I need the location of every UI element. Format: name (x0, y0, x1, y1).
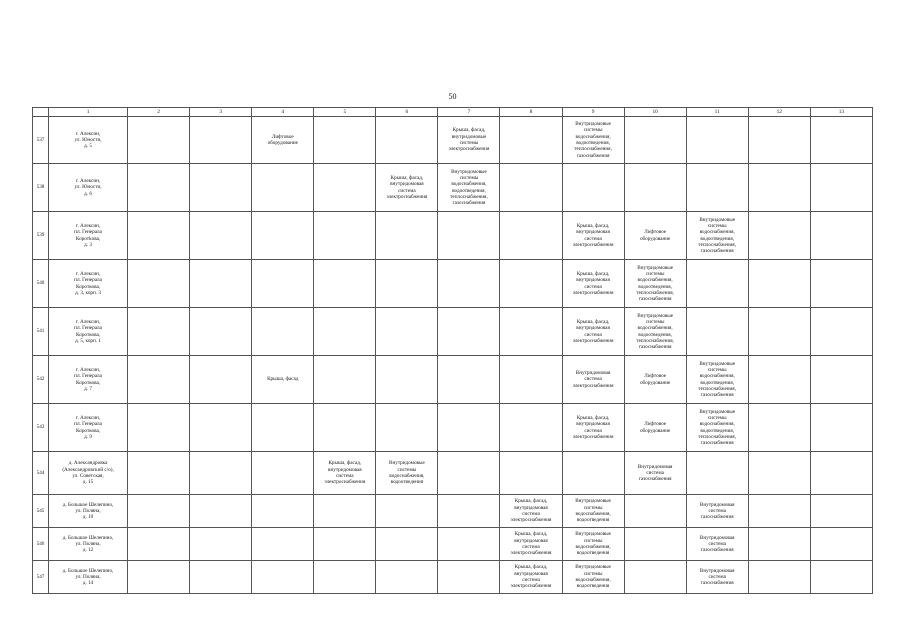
table-cell: Лифтовое оборудование (624, 404, 686, 452)
table-cell: Внутридомовые системы водоснабжения, водоотведения, теплоснабжения, газоснабжения (686, 356, 748, 404)
header-cell: 9 (562, 108, 624, 117)
table-row (33, 404, 873, 452)
address-cell: г. Алексин, пл. Генерала Короткова, д. 5, корп. 1 (49, 308, 128, 356)
header-cell: 4 (252, 108, 314, 117)
table-row (33, 164, 873, 212)
table-cell (190, 452, 252, 495)
table-cell: Крыша, фасад, внутридомовая система электроснабжения (562, 404, 624, 452)
table-cell: Крыша, фасад, внутридомовая система электроснабжения (500, 528, 562, 561)
table-cell: Лифтовое оборудование (252, 117, 314, 164)
table-cell (314, 495, 376, 528)
table-cell (562, 164, 624, 212)
table-cell (438, 495, 500, 528)
table-cell (624, 117, 686, 164)
row-number: 538 (33, 164, 49, 212)
table-cell (314, 404, 376, 452)
table-row (33, 117, 873, 164)
table-cell: Внутридомовые системы водоснабжения, водоотведения (562, 495, 624, 528)
table-cell (128, 117, 190, 164)
table-cell (686, 164, 748, 212)
table-cell (376, 356, 438, 404)
table-cell (128, 260, 190, 308)
table-row (33, 212, 873, 260)
table-cell (810, 308, 872, 356)
table-cell (810, 495, 872, 528)
table-cell (810, 117, 872, 164)
table-cell: Крыша, фасад, внутридомовая система электроснабжения (500, 495, 562, 528)
header-row (33, 108, 873, 117)
table-cell: Лифтовое оборудование (624, 356, 686, 404)
table-cell (748, 260, 810, 308)
table-row (33, 308, 873, 356)
table-cell (810, 212, 872, 260)
table-cell (128, 452, 190, 495)
table-cell (252, 164, 314, 212)
page-number: 50 (448, 92, 457, 101)
table-cell (562, 452, 624, 495)
table-cell (252, 528, 314, 561)
table-cell (748, 561, 810, 594)
table-cell (190, 495, 252, 528)
table-cell (500, 117, 562, 164)
header-cell: 10 (624, 108, 686, 117)
table-cell (252, 495, 314, 528)
table-cell (128, 212, 190, 260)
table-cell (376, 561, 438, 594)
table-cell (438, 452, 500, 495)
table-cell (376, 117, 438, 164)
table-cell: Внутридомовая система электроснабжения (562, 356, 624, 404)
table-cell (252, 561, 314, 594)
table-row (33, 561, 873, 594)
table-cell (376, 404, 438, 452)
header-cell: 1 (49, 108, 128, 117)
table-cell (252, 308, 314, 356)
table-cell (500, 308, 562, 356)
table-cell: Внутридомовые системы водоснабжения, водоотведения, теплоснабжения, газоснабжения (686, 212, 748, 260)
table-cell: Внутридомовые системы водоснабжения, водоотведения, теплоснабжения, газоснабжения (624, 308, 686, 356)
table-cell (128, 308, 190, 356)
table-cell (314, 528, 376, 561)
table-cell (190, 561, 252, 594)
table-cell (810, 356, 872, 404)
header-cell: 13 (810, 108, 872, 117)
table-cell (500, 452, 562, 495)
row-number: 541 (33, 308, 49, 356)
address-cell: д. Большое Шелепино, ул. Поляна, д. 12 (49, 528, 128, 561)
table-row (33, 495, 873, 528)
table-cell (810, 528, 872, 561)
table-cell (190, 164, 252, 212)
table-cell (748, 404, 810, 452)
table-cell (500, 212, 562, 260)
header-cell: 7 (438, 108, 500, 117)
table-cell: Внутридомовая система газоснабжения (624, 452, 686, 495)
table-cell (376, 212, 438, 260)
header-cell: 2 (128, 108, 190, 117)
table-cell: Внутридомовые системы водоснабжения, водоотведения (562, 561, 624, 594)
table-cell (376, 495, 438, 528)
table-cell: Внутридомовые системы водоснабжения, водоотведения, теплоснабжения, газоснабжения (686, 404, 748, 452)
row-number: 543 (33, 404, 49, 452)
table-cell (438, 561, 500, 594)
table-cell (500, 404, 562, 452)
table-row (33, 260, 873, 308)
table-cell (376, 260, 438, 308)
table-cell (128, 528, 190, 561)
table-cell (128, 404, 190, 452)
table-cell: Внутридомовые системы водоснабжения, водоотведения, теплоснабжения, газоснабжения (624, 260, 686, 308)
table-cell: Крыша, фасад, внутридомовая система электроснабжения (376, 164, 438, 212)
table-cell: Крыша, фасад, внутридомовая система электроснабжения (562, 308, 624, 356)
table-cell (624, 164, 686, 212)
table-cell (748, 528, 810, 561)
table-row (33, 356, 873, 404)
address-cell: д. Большое Шелепино, ул. Поляна, д. 14 (49, 561, 128, 594)
row-number: 539 (33, 212, 49, 260)
row-number: 540 (33, 260, 49, 308)
table-cell (190, 260, 252, 308)
table-cell (810, 260, 872, 308)
table-cell: Крыша, фасад, внутридомовые системы электроснабжения (438, 117, 500, 164)
header-cell: 3 (190, 108, 252, 117)
header-cell: 11 (686, 108, 748, 117)
table-cell (376, 528, 438, 561)
table-cell (686, 117, 748, 164)
table-cell (438, 212, 500, 260)
header-cell-blank (33, 108, 49, 117)
table-row (33, 528, 873, 561)
row-number: 537 (33, 117, 49, 164)
table-cell: Крыша, фасад, внутридомовая система электроснабжения (314, 452, 376, 495)
header-cell: 6 (376, 108, 438, 117)
table-cell (748, 452, 810, 495)
address-cell: д. Александровка (Александровский с/о), ул. Советская, д. 15 (49, 452, 128, 495)
header-cell: 8 (500, 108, 562, 117)
table-cell (438, 356, 500, 404)
header-cell: 12 (748, 108, 810, 117)
table-cell: Внутридомовая система газоснабжения (686, 528, 748, 561)
table-cell (128, 164, 190, 212)
table-cell: Внутридомовая система газоснабжения (686, 561, 748, 594)
table-cell (190, 528, 252, 561)
table-cell: Внутридомовые системы водоснабжения, водоотведения (376, 452, 438, 495)
row-number: 545 (33, 495, 49, 528)
address-cell: д. Большое Шелепино, ул. Поляна, д. 10 (49, 495, 128, 528)
table-cell (128, 561, 190, 594)
table-cell (500, 260, 562, 308)
row-number: 547 (33, 561, 49, 594)
table-cell: Крыша, фасад, внутридомовая система электроснабжения (562, 212, 624, 260)
header-cell: 5 (314, 108, 376, 117)
table-cell (686, 452, 748, 495)
table-cell (438, 404, 500, 452)
row-number: 544 (33, 452, 49, 495)
table-cell: Лифтовое оборудование (624, 212, 686, 260)
table-cell (314, 260, 376, 308)
table-cell (748, 212, 810, 260)
table-cell (128, 495, 190, 528)
table-cell (810, 164, 872, 212)
table-cell (810, 561, 872, 594)
table-cell (252, 260, 314, 308)
table-cell (190, 212, 252, 260)
table-cell: Внутридомовые системы водоснабжения, водоотведения, теплоснабжения, газоснабжения (438, 164, 500, 212)
table-cell (252, 404, 314, 452)
table-cell (748, 356, 810, 404)
table-cell (624, 561, 686, 594)
table-cell (500, 164, 562, 212)
table-cell (190, 117, 252, 164)
table-cell (748, 308, 810, 356)
table-cell (314, 356, 376, 404)
table-cell: Внутридомовые системы водоснабжения, водоотведения, теплоснабжения, газоснабжения (562, 117, 624, 164)
capital-repair-table (32, 107, 873, 594)
table-cell (438, 308, 500, 356)
table-cell (252, 452, 314, 495)
table-cell (314, 308, 376, 356)
address-cell: г. Алексин, ул. Юности, д. 6 (49, 164, 128, 212)
table-cell: Крыша, фасад, внутридомовая система электроснабжения (562, 260, 624, 308)
address-cell: г. Алексин, пл. Генерала Короткова, д. 7 (49, 356, 128, 404)
table-cell: Внутридомовая система газоснабжения (686, 495, 748, 528)
table-cell (314, 212, 376, 260)
address-cell: г. Алексин, ул. Юности, д. 5 (49, 117, 128, 164)
table-cell (748, 164, 810, 212)
table-cell: Внутридомовые системы водоснабжения, водоотведения (562, 528, 624, 561)
table-cell (314, 561, 376, 594)
table-cell: Крыша, фасад, внутридомовая система электроснабжения (500, 561, 562, 594)
table-cell (190, 404, 252, 452)
table-cell (438, 528, 500, 561)
table-cell (190, 356, 252, 404)
address-cell: г. Алексин, пл. Генерала Коротkова, д. 3 (49, 212, 128, 260)
address-cell: г. Алексин, пл. Генерала Короткова, д. 9 (49, 404, 128, 452)
table-cell (624, 528, 686, 561)
table-row (33, 452, 873, 495)
row-number: 542 (33, 356, 49, 404)
row-number: 546 (33, 528, 49, 561)
table-cell (376, 308, 438, 356)
address-cell: г. Алексин, пл. Генерала Короткова, д. 3, корп. 3 (49, 260, 128, 308)
table-cell (810, 452, 872, 495)
table-cell (190, 308, 252, 356)
table-cell (438, 260, 500, 308)
table-cell (748, 495, 810, 528)
table-cell (810, 404, 872, 452)
table-cell (686, 308, 748, 356)
table-cell (314, 164, 376, 212)
table-cell (252, 212, 314, 260)
table-cell (314, 117, 376, 164)
table-cell (500, 356, 562, 404)
table-cell (748, 117, 810, 164)
table-cell (624, 495, 686, 528)
table-cell: Крыша, фасад (252, 356, 314, 404)
table-cell (686, 260, 748, 308)
table-cell (128, 356, 190, 404)
